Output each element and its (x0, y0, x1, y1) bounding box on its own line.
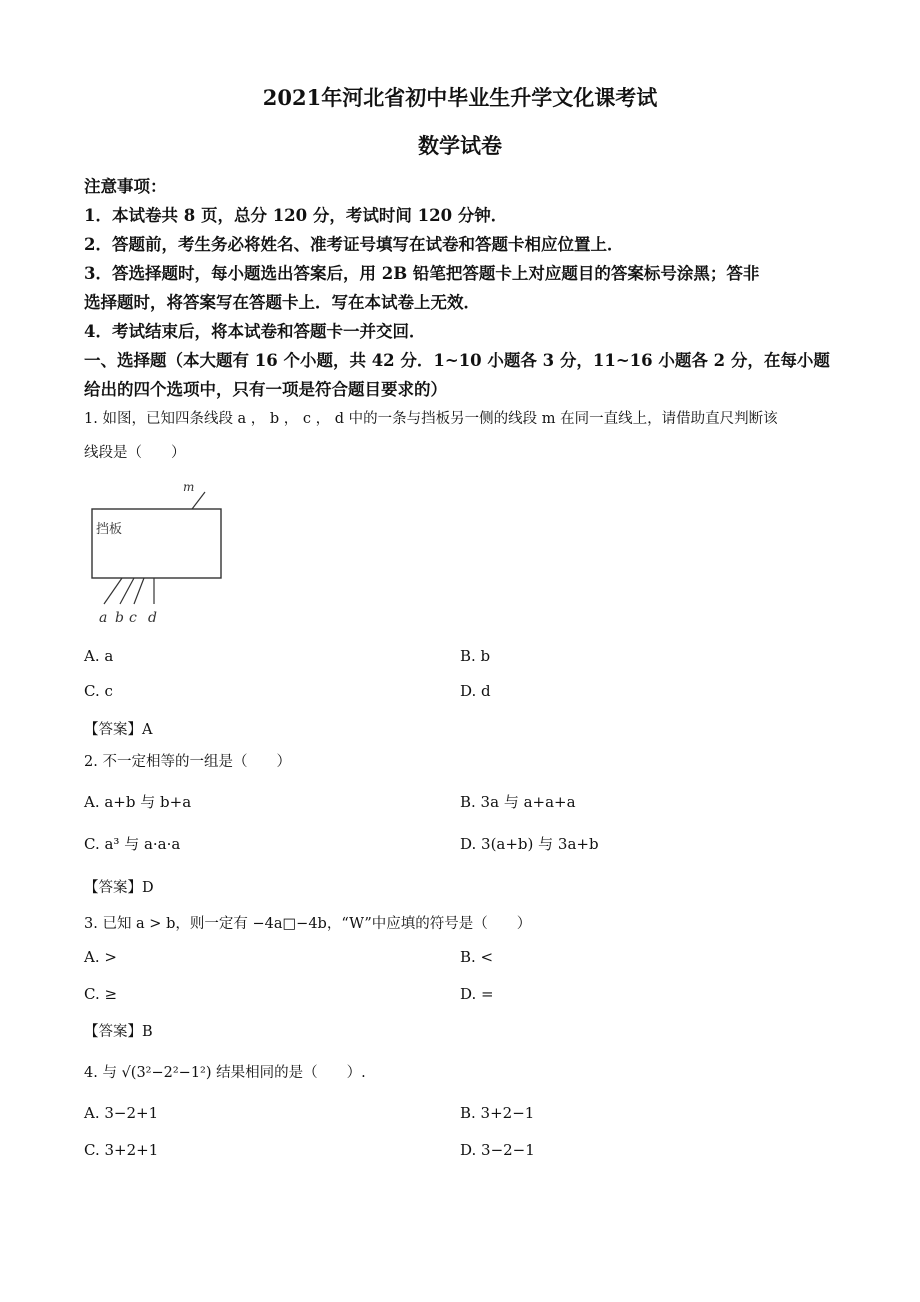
q4-option-b[interactable]: B. 3+2−1 (460, 1104, 535, 1122)
notice-item-2: 2．答题前，考生务必将姓名、准考证号填写在试卷和答题卡相应位置上． (84, 235, 624, 254)
q2-option-b[interactable]: B. 3a 与 a+a+a (460, 793, 576, 811)
q2-option-d[interactable]: D. 3(a+b) 与 3a+b (460, 835, 599, 853)
baffle-diagram (84, 478, 234, 628)
section-heading-cont: 给出的四个选项中，只有一项是符合题目要求的） (84, 380, 447, 399)
q2-option-c[interactable]: C. a³ 与 a·a·a (84, 835, 181, 853)
label-m: m (183, 480, 195, 494)
exam-title: 2021年河北省初中毕业生升学文化课考试 (262, 85, 658, 110)
q1-option-b[interactable]: B. b (460, 647, 491, 665)
question-2-stem: 2. 不一定相等的一组是（ ） (84, 754, 291, 770)
q2-option-a[interactable]: A. a+b 与 b+a (84, 793, 192, 811)
notice-item-3: 3．答选择题时，每小题选出答案后，用 2B 铅笔把答题卡上对应题目的答案标号涂黑；答非 (84, 264, 760, 283)
notice-item-3-cont: 选择题时，将答案写在答题卡上．写在本试卷上无效． (84, 293, 480, 312)
label-d: d (148, 610, 157, 626)
segment-c (134, 578, 144, 604)
notice-item-4: 4．考试结束后，将本试卷和答题卡一并交回． (84, 322, 426, 341)
q4-option-d[interactable]: D. 3−2−1 (460, 1141, 535, 1159)
label-b: b (115, 610, 124, 626)
q1-option-c[interactable]: C. c (84, 682, 113, 700)
q4-option-c[interactable]: C. 3+2+1 (84, 1141, 159, 1159)
q1-answer: 【答案】A (84, 722, 153, 738)
notice-item-1: 1．本试卷共 8 页，总分 120 分，考试时间 120 分钟． (84, 206, 508, 225)
q3-option-a[interactable]: A. > (84, 948, 117, 966)
label-c: c (129, 610, 137, 626)
q1-option-d[interactable]: D. d (460, 682, 491, 700)
q3-option-b[interactable]: B. < (460, 948, 494, 966)
baffle-label: 挡板 (96, 522, 123, 537)
section-heading: 一、选择题（本大题有 16 个小题，共 42 分．1~10 小题各 3 分，11~16 小题各 2 分，在每小题 (84, 351, 830, 370)
q2-answer: 【答案】D (84, 880, 154, 896)
q1-option-a[interactable]: A. a (84, 647, 114, 665)
exam-subtitle: 数学试卷 (418, 133, 502, 158)
question-4-stem: 4. 与 √(3²−2²−1²) 结果相同的是（ ）. (84, 1065, 366, 1081)
baffle-board (92, 509, 221, 578)
notice-heading: 注意事项： (84, 177, 167, 196)
q3-option-d[interactable]: D. = (460, 985, 494, 1003)
segment-b (120, 578, 134, 604)
question-3-stem: 3. 已知 a > b，则一定有 −4a□−4b，“W”中应填的符号是（ ） (84, 916, 532, 932)
q3-option-c[interactable]: C. ≥ (84, 985, 118, 1003)
segment-a (104, 578, 122, 604)
question-1-stem-cont: 线段是（ ） (84, 445, 186, 461)
q4-option-a[interactable]: A. 3−2+1 (84, 1104, 159, 1122)
question-1-stem: 1. 如图，已知四条线段 a ， b ， c ， d 中的一条与挡板另一侧的线段 m 在同一直线上，请借助直尺判断该 (84, 411, 778, 427)
question-1-figure (84, 478, 234, 632)
q3-answer: 【答案】B (84, 1024, 153, 1040)
label-a: a (99, 610, 108, 626)
